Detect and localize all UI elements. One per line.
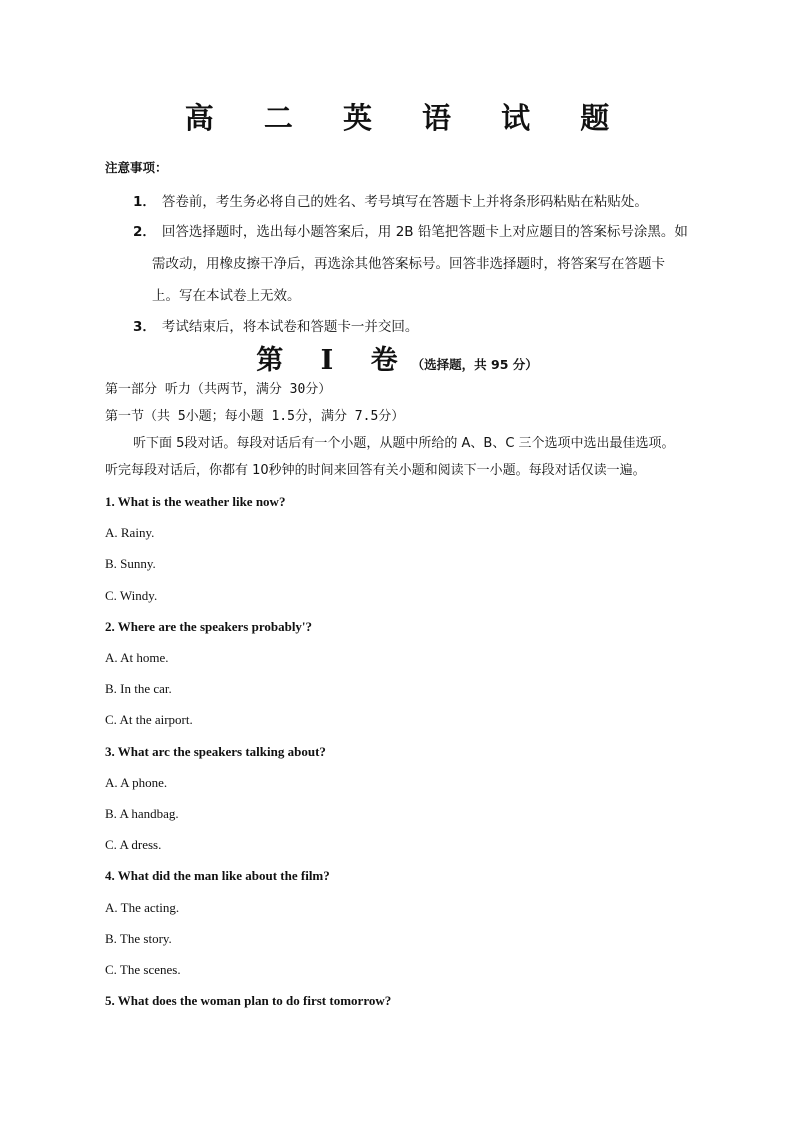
notice-number: 1． xyxy=(133,194,156,210)
option-2a: A. At home. xyxy=(105,650,169,665)
notice-item-2 xyxy=(133,220,688,240)
listening-instruction-2: 听完每段对话后，你都有 10秒钟的时间来回答有关小题和阅读下一小题。每段对话仅读一遍。 xyxy=(105,463,646,478)
option-4a: A. The acting. xyxy=(105,900,180,915)
notice-item-1 xyxy=(133,190,648,210)
question-2: 2. Where are the speakers probably'? xyxy=(105,619,313,634)
notice-heading: 注意事项： xyxy=(105,160,168,175)
listening-section-line: 第一节（共 5小题；每小题 1.5分，满分 7.5分） xyxy=(105,409,405,424)
option-2b: B. In the car. xyxy=(105,681,172,696)
part-title-main: 第 I 卷 xyxy=(256,345,412,376)
notice-number: 3． xyxy=(133,319,156,335)
notice-text: 答卷前，考生务必将自己的姓名、考号填写在答题卡上并将条形码粘贴在粘贴处。 xyxy=(161,194,648,210)
option-3b: B. A handbag. xyxy=(105,806,179,821)
question-5: 5. What does the woman plan to do first tomorrow? xyxy=(105,993,392,1008)
option-3a: A. A phone. xyxy=(105,775,168,790)
option-1c: C. Windy. xyxy=(105,588,158,603)
option-4c: C. The scenes. xyxy=(105,962,181,977)
notice-text: 回答选择题时，选出每小题答案后，用 2B 铅笔把答题卡上对应题目的答案标号涂黑。如 xyxy=(161,224,688,240)
question-4: 4. What did the man like about the film? xyxy=(105,868,330,883)
option-1b: B. Sunny. xyxy=(105,556,156,571)
notice-number: 2． xyxy=(133,224,156,240)
option-1a: A. Rainy. xyxy=(105,525,155,540)
page-title: 高 二 英 语 试 题 xyxy=(184,101,630,135)
option-2c: C. At the airport. xyxy=(105,712,193,727)
option-4b: B. The story. xyxy=(105,931,172,946)
question-1: 1. What is the weather like now? xyxy=(105,494,286,509)
notice-item-2-cont-1: 需改动，用橡皮擦干净后，再选涂其他答案标号。回答非选择题时，将答案写在答题卡 xyxy=(152,256,665,272)
part-title xyxy=(0,338,794,377)
notice-text: 考试结束后，将本试卷和答题卡一并交回。 xyxy=(161,319,419,335)
notice-item-3 xyxy=(133,315,418,335)
listening-instruction-1: 听下面 5段对话。每段对话后有一个小题，从题中所给的 A、B、C 三个选项中选出最佳选项。 xyxy=(133,436,675,451)
option-3c: C. A dress. xyxy=(105,837,162,852)
question-3: 3. What arc the speakers talking about? xyxy=(105,744,326,759)
notice-item-2-cont-2: 上。写在本试卷上无效。 xyxy=(152,288,301,304)
part-title-sub: （选择题，共 95 分） xyxy=(411,357,538,372)
listening-part-line: 第一部分 听力（共两节，满分 30分） xyxy=(105,382,332,397)
